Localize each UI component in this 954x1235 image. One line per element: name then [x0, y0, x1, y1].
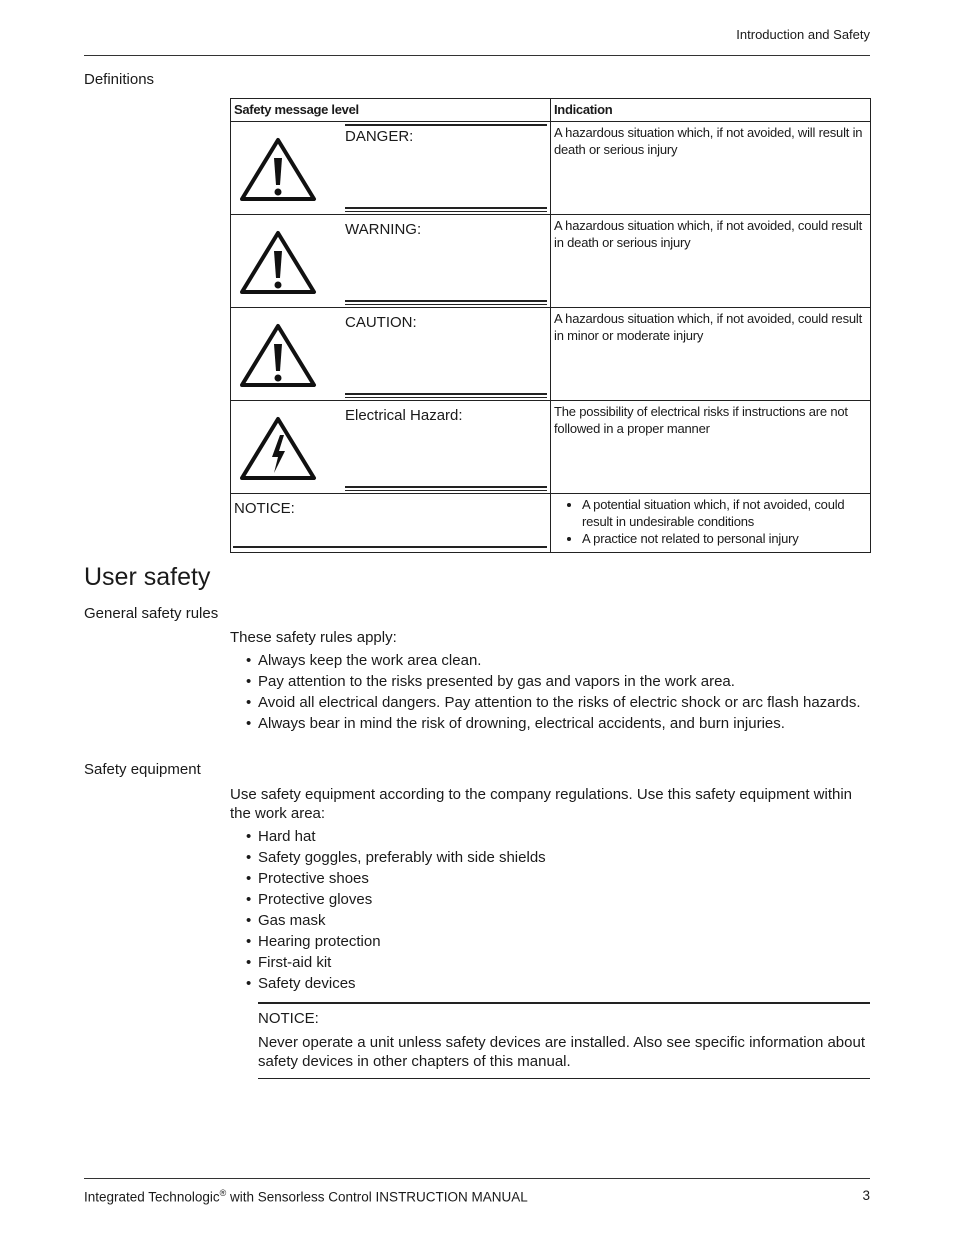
list-item: • Protective shoes	[230, 869, 870, 888]
list-item: • Protective gloves	[230, 890, 870, 909]
level-rule	[345, 300, 547, 305]
user-safety-heading: User safety	[84, 563, 211, 591]
list-item: • First-aid kit	[230, 953, 870, 972]
list-item: • Gas mask	[230, 911, 870, 930]
level-rule	[345, 124, 547, 126]
general-safety-intro: These safety rules apply:	[230, 629, 397, 646]
page-number: 3	[862, 1188, 870, 1203]
footer-title-pre: Integrated Technologic	[84, 1189, 220, 1205]
indication-cell: The possibility of electrical risks if instructions are not followed in a proper manner	[551, 401, 871, 494]
level-label: Electrical Hazard:	[345, 407, 463, 424]
list-item: • Safety devices	[230, 974, 870, 993]
level-cell	[231, 401, 551, 494]
registered-mark: ®	[219, 1188, 227, 1198]
level-cell	[231, 494, 551, 553]
list-item: • Always keep the work area clean.	[230, 651, 870, 670]
warning-triangle-icon	[239, 322, 317, 390]
indication-cell: A hazardous situation which, if not avoided, could result in minor or moderate injury	[551, 308, 871, 401]
level-label: CAUTION:	[345, 314, 417, 331]
list-item: • A potential situation which, if not avoided, could result in undesirable conditions	[582, 496, 867, 530]
notice-label: NOTICE:	[258, 1010, 319, 1027]
safety-equipment-heading: Safety equipment	[84, 761, 201, 778]
safety-equipment-list	[230, 827, 870, 995]
general-safety-list	[230, 651, 870, 735]
electrical-hazard-icon	[239, 415, 317, 483]
running-head: Introduction and Safety	[736, 27, 870, 42]
definitions-heading: Definitions	[84, 71, 155, 88]
level-cell	[231, 308, 551, 401]
level-cell	[231, 122, 551, 215]
list-item: • Hard hat	[230, 827, 870, 846]
table-row	[231, 401, 871, 494]
safety-equipment-intro: Use safety equipment according to the company regulations. Use this safety equipment within the work area:	[230, 786, 853, 822]
safety-definitions-table	[230, 98, 871, 553]
warning-triangle-icon	[239, 136, 317, 204]
notice-box	[258, 1002, 870, 1079]
notice-indication-list	[554, 496, 867, 547]
footer-title-post: with Sensorless Control INSTRUCTION MANUAL	[226, 1189, 528, 1205]
list-item: • A practice not related to personal injury	[582, 530, 867, 547]
list-item: • Pay attention to the risks presented by gas and vapors in the work area.	[230, 672, 870, 691]
notice-text: Never operate a unit unless safety devices are installed. Also see specific information about safety devices in other chapters of this manual.	[258, 1034, 866, 1070]
warning-triangle-icon	[239, 229, 317, 297]
level-label: DANGER:	[345, 128, 414, 145]
level-label: WARNING:	[345, 221, 422, 238]
table-row	[231, 122, 871, 215]
list-item: • Safety goggles, preferably with side shields	[230, 848, 870, 867]
level-cell	[231, 215, 551, 308]
list-item: • Avoid all electrical dangers. Pay attention to the risks of electric shock or arc flash hazards.	[230, 693, 870, 712]
table-row	[231, 215, 871, 308]
indication-cell: A hazardous situation which, if not avoided, will result in death or serious injury	[551, 122, 871, 215]
list-item: • Hearing protection	[230, 932, 870, 951]
general-safety-rules-heading: General safety rules	[84, 605, 219, 622]
indication-cell	[551, 494, 871, 553]
level-rule	[345, 207, 547, 212]
column-header-level: Safety message level	[231, 99, 551, 122]
level-rule	[233, 546, 547, 548]
table-header-row	[231, 99, 871, 122]
level-rule	[345, 393, 547, 398]
table-row	[231, 494, 871, 553]
indication-cell: A hazardous situation which, if not avoided, could result in death or serious injury	[551, 215, 871, 308]
level-label: NOTICE:	[234, 500, 295, 517]
level-rule	[345, 486, 547, 491]
column-header-indication: Indication	[551, 99, 871, 122]
footer-rule	[84, 1178, 870, 1179]
header-rule	[84, 55, 870, 56]
footer-manual-title	[84, 1188, 528, 1205]
list-item: • Always bear in mind the risk of drowning, electrical accidents, and burn injuries.	[230, 714, 870, 733]
table-row	[231, 308, 871, 401]
